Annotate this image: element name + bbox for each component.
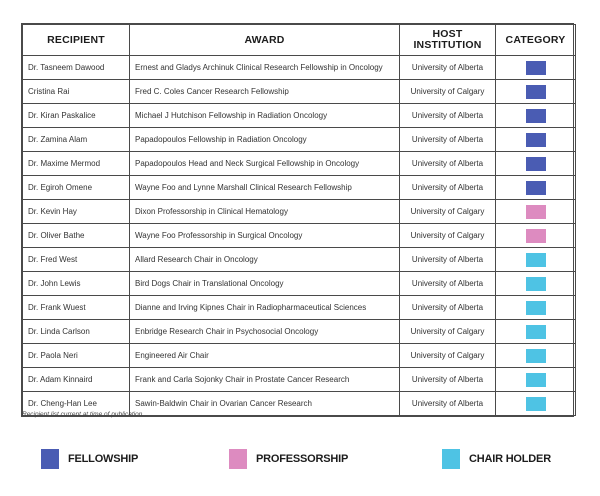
recipient-cell: Dr. Cheng-Han Lee (23, 392, 130, 416)
institution-cell: University of Alberta (400, 128, 496, 152)
table-row (23, 80, 576, 104)
category-cell (496, 176, 576, 200)
recipient-cell: Dr. Zamina Alam (23, 128, 130, 152)
recipient-cell: Dr. John Lewis (23, 272, 130, 296)
institution-cell: University of Calgary (400, 320, 496, 344)
header-recipient: RECIPIENT (23, 25, 130, 56)
fellowship-swatch-icon (526, 181, 546, 195)
recipient-cell: Dr. Tasneem Dawood (23, 56, 130, 80)
legend-label-fellowship: FELLOWSHIP (68, 453, 139, 465)
fellowship-swatch-icon (526, 133, 546, 147)
category-cell (496, 200, 576, 224)
table-row (23, 248, 576, 272)
chair-holder-swatch-icon (526, 301, 546, 315)
header-award: AWARD (130, 25, 400, 56)
recipient-cell: Dr. Kevin Hay (23, 200, 130, 224)
award-cell: Dixon Professorship in Clinical Hematology (130, 200, 400, 224)
fellowship-swatch-icon (526, 157, 546, 171)
legend-item-chair-holder (442, 449, 551, 469)
legend-item-fellowship (41, 449, 138, 469)
award-cell: Allard Research Chair in Oncology (130, 248, 400, 272)
category-cell (496, 56, 576, 80)
chair-holder-swatch-icon (526, 349, 546, 363)
category-cell (496, 392, 576, 416)
institution-cell: University of Alberta (400, 368, 496, 392)
header-host-line2: INSTITUTION (413, 39, 482, 51)
category-cell (496, 152, 576, 176)
legend-item-professorship (229, 449, 348, 469)
legend-label-chair-holder: CHAIR HOLDER (469, 453, 551, 465)
award-cell: Papadopoulos Head and Neck Surgical Fellowship in Oncology (130, 152, 400, 176)
category-cell (496, 344, 576, 368)
institution-cell: University of Calgary (400, 200, 496, 224)
chair-holder-swatch-icon (526, 277, 546, 291)
table-row (23, 296, 576, 320)
professorship-swatch-icon (526, 205, 546, 219)
award-cell: Ernest and Gladys Archinuk Clinical Research Fellowship in Oncology (130, 56, 400, 80)
institution-cell: University of Calgary (400, 80, 496, 104)
category-cell (496, 128, 576, 152)
category-cell (496, 248, 576, 272)
fellowship-swatch-icon (41, 449, 59, 469)
footnote: Recipient list current at time of publication. (22, 411, 145, 418)
award-cell: Michael J Hutchison Fellowship in Radiation Oncology (130, 104, 400, 128)
header-host-line1: HOST (432, 28, 463, 40)
category-cell (496, 368, 576, 392)
recipient-cell: Dr. Kiran Paskalice (23, 104, 130, 128)
awards-table (21, 23, 574, 417)
legend (0, 449, 600, 471)
award-cell: Papadopoulos Fellowship in Radiation Oncology (130, 128, 400, 152)
recipient-cell: Dr. Egiroh Omene (23, 176, 130, 200)
recipient-cell: Dr. Paola Neri (23, 344, 130, 368)
table-row (23, 56, 576, 80)
institution-cell: University of Alberta (400, 176, 496, 200)
award-cell: Wayne Foo and Lynne Marshall Clinical Research Fellowship (130, 176, 400, 200)
recipient-cell: Dr. Maxime Mermod (23, 152, 130, 176)
chair-holder-swatch-icon (526, 373, 546, 387)
award-cell: Engineered Air Chair (130, 344, 400, 368)
institution-cell: University of Alberta (400, 152, 496, 176)
fellowship-swatch-icon (526, 85, 546, 99)
award-cell: Frank and Carla Sojonky Chair in Prostate Cancer Research (130, 368, 400, 392)
category-cell (496, 272, 576, 296)
recipient-cell: Dr. Fred West (23, 248, 130, 272)
legend-label-professorship: PROFESSORSHIP (256, 453, 349, 465)
table-header-row (23, 25, 576, 56)
institution-cell: University of Alberta (400, 272, 496, 296)
table-row (23, 224, 576, 248)
fellowship-swatch-icon (526, 61, 546, 75)
recipient-cell: Dr. Oliver Bathe (23, 224, 130, 248)
institution-cell: University of Alberta (400, 104, 496, 128)
chair-holder-swatch-icon (442, 449, 460, 469)
award-cell: Wayne Foo Professorship in Surgical Oncology (130, 224, 400, 248)
table-row (23, 104, 576, 128)
table-row (23, 320, 576, 344)
award-cell: Fred C. Coles Cancer Research Fellowship (130, 80, 400, 104)
table-row (23, 200, 576, 224)
header-host-institution (400, 25, 496, 56)
institution-cell: University of Alberta (400, 248, 496, 272)
category-cell (496, 80, 576, 104)
table-row (23, 152, 576, 176)
recipient-cell: Dr. Frank Wuest (23, 296, 130, 320)
award-cell: Enbridge Research Chair in Psychosocial Oncology (130, 320, 400, 344)
chair-holder-swatch-icon (526, 325, 546, 339)
category-cell (496, 104, 576, 128)
header-category: CATEGORY (496, 25, 576, 56)
category-cell (496, 224, 576, 248)
table-row (23, 368, 576, 392)
table-row (23, 272, 576, 296)
award-cell: Sawin-Baldwin Chair in Ovarian Cancer Research (130, 392, 400, 416)
table-row (23, 344, 576, 368)
institution-cell: University of Calgary (400, 344, 496, 368)
award-cell: Bird Dogs Chair in Translational Oncology (130, 272, 400, 296)
professorship-swatch-icon (526, 229, 546, 243)
professorship-swatch-icon (229, 449, 247, 469)
fellowship-swatch-icon (526, 109, 546, 123)
recipient-cell: Dr. Linda Carlson (23, 320, 130, 344)
institution-cell: University of Alberta (400, 392, 496, 416)
recipient-cell: Dr. Adam Kinnaird (23, 368, 130, 392)
recipient-cell: Cristina Rai (23, 80, 130, 104)
institution-cell: University of Alberta (400, 296, 496, 320)
chair-holder-swatch-icon (526, 397, 546, 411)
table-row (23, 176, 576, 200)
table-body (23, 56, 576, 416)
table-row (23, 128, 576, 152)
chair-holder-swatch-icon (526, 253, 546, 267)
category-cell (496, 320, 576, 344)
institution-cell: University of Alberta (400, 56, 496, 80)
category-cell (496, 296, 576, 320)
institution-cell: University of Calgary (400, 224, 496, 248)
award-cell: Dianne and Irving Kipnes Chair in Radiopharmaceutical Sciences (130, 296, 400, 320)
